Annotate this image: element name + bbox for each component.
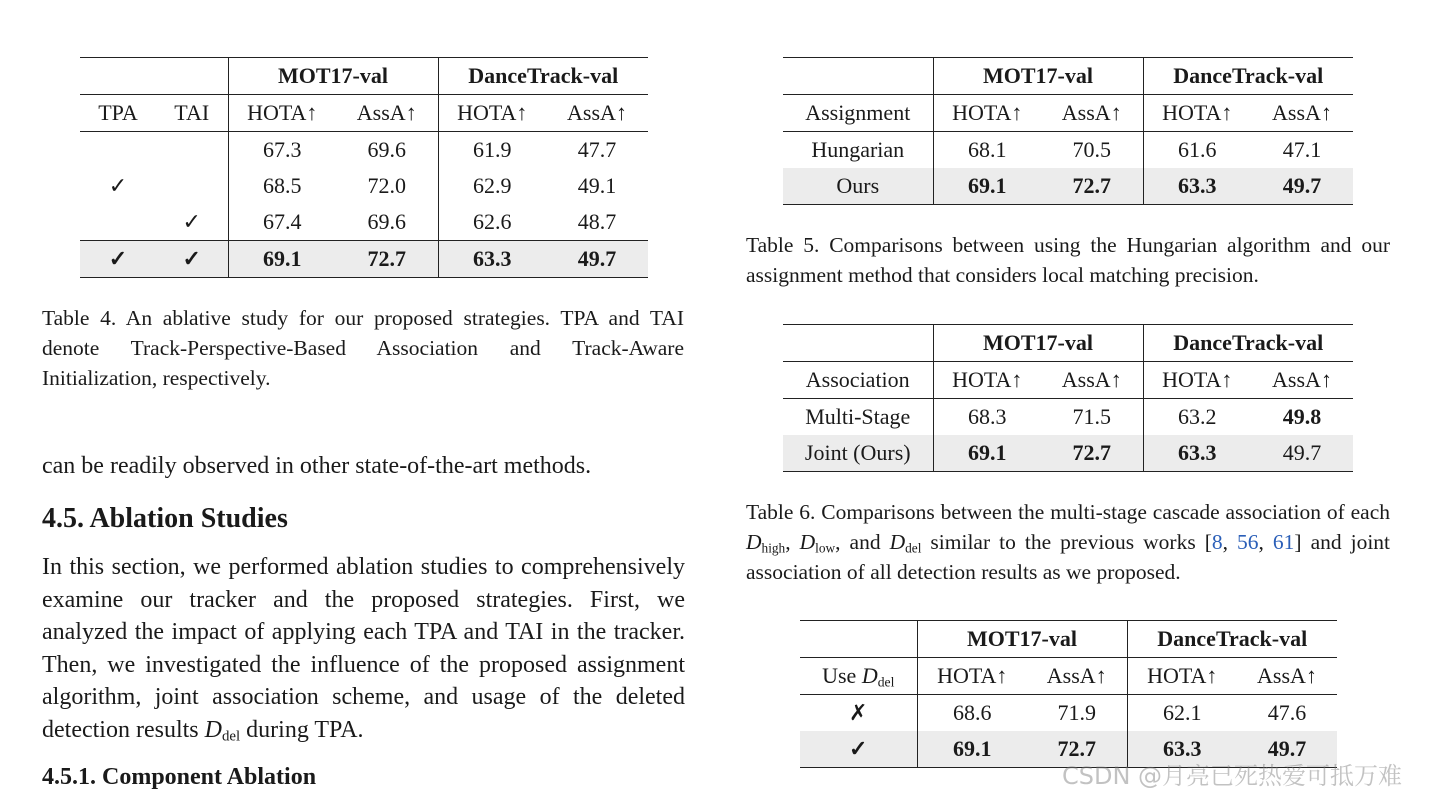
table-cell: Hungarian (811, 137, 905, 162)
col-header: HOTA↑ (438, 95, 546, 132)
table-row (80, 168, 648, 204)
group-header-mot17: MOT17-val (933, 58, 1143, 95)
table-cell: 49.7 (1251, 168, 1353, 205)
table-5 (783, 57, 1353, 205)
group-header-mot17: MOT17-val (933, 325, 1143, 362)
d-symbol: D (204, 716, 222, 743)
checkmark-icon: ✓ (800, 731, 917, 768)
ablation-paragraph (42, 551, 685, 746)
table-cell: 69.1 (228, 241, 336, 278)
d-subscript: low (815, 540, 836, 556)
table-cell: Joint (Ours) (783, 435, 933, 472)
table-row (783, 132, 1353, 169)
group-header-mot17: MOT17-val (228, 58, 438, 95)
table-cell (80, 204, 156, 241)
subsection-heading: 4.5.1. Component Ablation (42, 764, 317, 790)
col-header-text: Use (822, 663, 862, 688)
paragraph-text-end: during TPA. (240, 716, 364, 743)
checkmark-icon: ✓ (156, 204, 228, 241)
continuation-text: can be readily observed in other state-of-the-art methods. (42, 453, 592, 479)
table-row (783, 399, 1353, 436)
group-header-dancetrack: DanceTrack-val (1127, 621, 1337, 658)
table-cell: 69.1 (933, 168, 1041, 205)
caption-text: , and (835, 530, 890, 554)
d-subscript: high (761, 540, 786, 556)
table-cell: 63.3 (1143, 435, 1251, 472)
table-6 (783, 324, 1353, 472)
section-heading: 4.5. Ablation Studies (42, 503, 288, 534)
col-header: HOTA↑ (1143, 362, 1251, 399)
col-header: HOTA↑ (228, 95, 336, 132)
table-cell: 70.5 (1072, 137, 1111, 162)
table-row-highlight (783, 168, 1353, 205)
col-header: AssA↑ (1027, 658, 1127, 695)
d-symbol: D (861, 663, 878, 688)
table-cell (80, 132, 156, 169)
table-cell: 47.6 (1267, 700, 1307, 725)
col-header: AssA↑ (336, 95, 438, 132)
col-header: AssA↑ (1237, 658, 1337, 695)
table-cell: 47.7 (577, 137, 617, 162)
col-header: HOTA↑ (917, 658, 1027, 695)
table-cell: 72.7 (1041, 435, 1143, 472)
d-symbol: D (799, 530, 816, 554)
table-cell: 49.7 (546, 241, 648, 278)
col-header: AssA↑ (546, 95, 648, 132)
col-header: TPA (80, 95, 156, 132)
col-header: HOTA↑ (1127, 658, 1237, 695)
table-cell: 63.3 (438, 241, 546, 278)
table-cell: 61.6 (1143, 132, 1251, 169)
table-cell (156, 132, 228, 169)
citation-link[interactable]: 8 (1211, 530, 1223, 554)
checkmark-icon: ✓ (156, 241, 228, 278)
table-cell: 72.0 (367, 173, 406, 198)
table-4-caption: Table 4. An ablative study for our proposed strategies. TPA and TAI denote Track-Perspective-Based Association and Track-Aware Initialization, respectively. (42, 306, 684, 390)
table-cell: 68.5 (228, 168, 336, 204)
table-cell: 63.3 (1127, 731, 1237, 768)
table-cell: 68.1 (933, 132, 1041, 169)
col-header: HOTA↑ (933, 362, 1041, 399)
col-header: Association (783, 362, 933, 399)
d-subscript: del (221, 728, 241, 745)
checkmark-icon: ✓ (108, 173, 128, 198)
table-cell: 71.5 (1072, 404, 1111, 429)
table-cell: 69.6 (367, 137, 406, 162)
table-6-caption (746, 497, 1390, 587)
table-row (80, 132, 648, 169)
table-cell: 72.7 (1041, 168, 1143, 205)
table-cell: 67.3 (228, 132, 336, 169)
caption-text: , (785, 530, 800, 554)
col-header: TAI (156, 95, 228, 132)
table-cell: 62.1 (1127, 695, 1237, 732)
table-row-highlight (80, 241, 648, 278)
col-header: AssA↑ (1041, 362, 1143, 399)
group-header-mot17: MOT17-val (917, 621, 1127, 658)
table-cell: 69.1 (933, 435, 1041, 472)
col-header: Assignment (783, 95, 933, 132)
paragraph-text: In this section, we performed ablation studies to comprehensively examine our tracker and the proposed strategies. First, we analyzed the impact of applying each TPA and TAI in the tracker. Then, we investigated the influence of the proposed assignment algorithm, joint association scheme, and usage of the deleted detection results (42, 554, 685, 743)
table-cell: 72.7 (1027, 731, 1127, 768)
caption-text: ] and joint association of all detection results as we proposed. (746, 530, 1391, 584)
table-4 (80, 57, 648, 278)
table-cell: 63.3 (1143, 168, 1251, 205)
d-symbol: D (746, 530, 762, 554)
table-cell: 49.7 (1251, 435, 1353, 472)
table-cell: 49.8 (1282, 404, 1322, 429)
col-header-use-ddel (800, 658, 917, 695)
caption-text: Table 6. Comparisons between the multi-stage cascade association of each (746, 500, 1390, 524)
table-cell: 61.9 (438, 132, 546, 169)
watermark: CSDN @月亮已死热爱可抵万难 (1062, 762, 1403, 790)
col-header: HOTA↑ (933, 95, 1041, 132)
table-cell: 62.6 (438, 204, 546, 241)
caption-text: , (1258, 530, 1264, 554)
table-cell: 68.6 (917, 695, 1027, 732)
caption-text: , (1222, 530, 1238, 554)
caption-text: similar to the previous works [ (921, 530, 1212, 554)
cross-icon: ✗ (849, 700, 868, 725)
table-cell: 48.7 (546, 204, 648, 241)
table-cell: 49.7 (1237, 731, 1337, 768)
group-header-dancetrack: DanceTrack-val (1143, 58, 1353, 95)
group-header-dancetrack: DanceTrack-val (1143, 325, 1353, 362)
table-row (800, 695, 1337, 732)
table-cell: Multi-Stage (805, 404, 911, 429)
table-cell: Ours (783, 168, 933, 205)
col-header: AssA↑ (1041, 95, 1143, 132)
citation-link[interactable]: 56 (1237, 530, 1259, 554)
table-5-caption: Table 5. Comparisons between using the Hungarian algorithm and our assignment method that considers local matching precision. (746, 233, 1390, 287)
table-cell: 67.4 (228, 204, 336, 241)
table-cell: 72.7 (336, 241, 438, 278)
table-row (80, 204, 648, 241)
table-cell (156, 168, 228, 204)
table-7 (800, 620, 1337, 768)
d-subscript: del (905, 540, 922, 556)
col-header: HOTA↑ (1143, 95, 1251, 132)
table-cell: 63.2 (1143, 399, 1251, 436)
d-symbol: D (889, 530, 906, 554)
col-header: AssA↑ (1251, 95, 1353, 132)
d-subscript: del (877, 674, 895, 690)
group-header-dancetrack: DanceTrack-val (438, 58, 648, 95)
table-cell: 71.9 (1057, 700, 1096, 725)
citation-link[interactable]: 61 (1272, 530, 1295, 554)
table-cell: 68.3 (933, 399, 1041, 436)
table-cell: 69.1 (917, 731, 1027, 768)
table-cell: 49.1 (577, 173, 617, 198)
table-cell: 47.1 (1282, 137, 1322, 162)
checkmark-icon: ✓ (80, 241, 156, 278)
table-cell: 69.6 (336, 204, 438, 241)
table-row-highlight (783, 435, 1353, 472)
table-cell: 62.9 (438, 168, 546, 204)
col-header: AssA↑ (1251, 362, 1353, 399)
